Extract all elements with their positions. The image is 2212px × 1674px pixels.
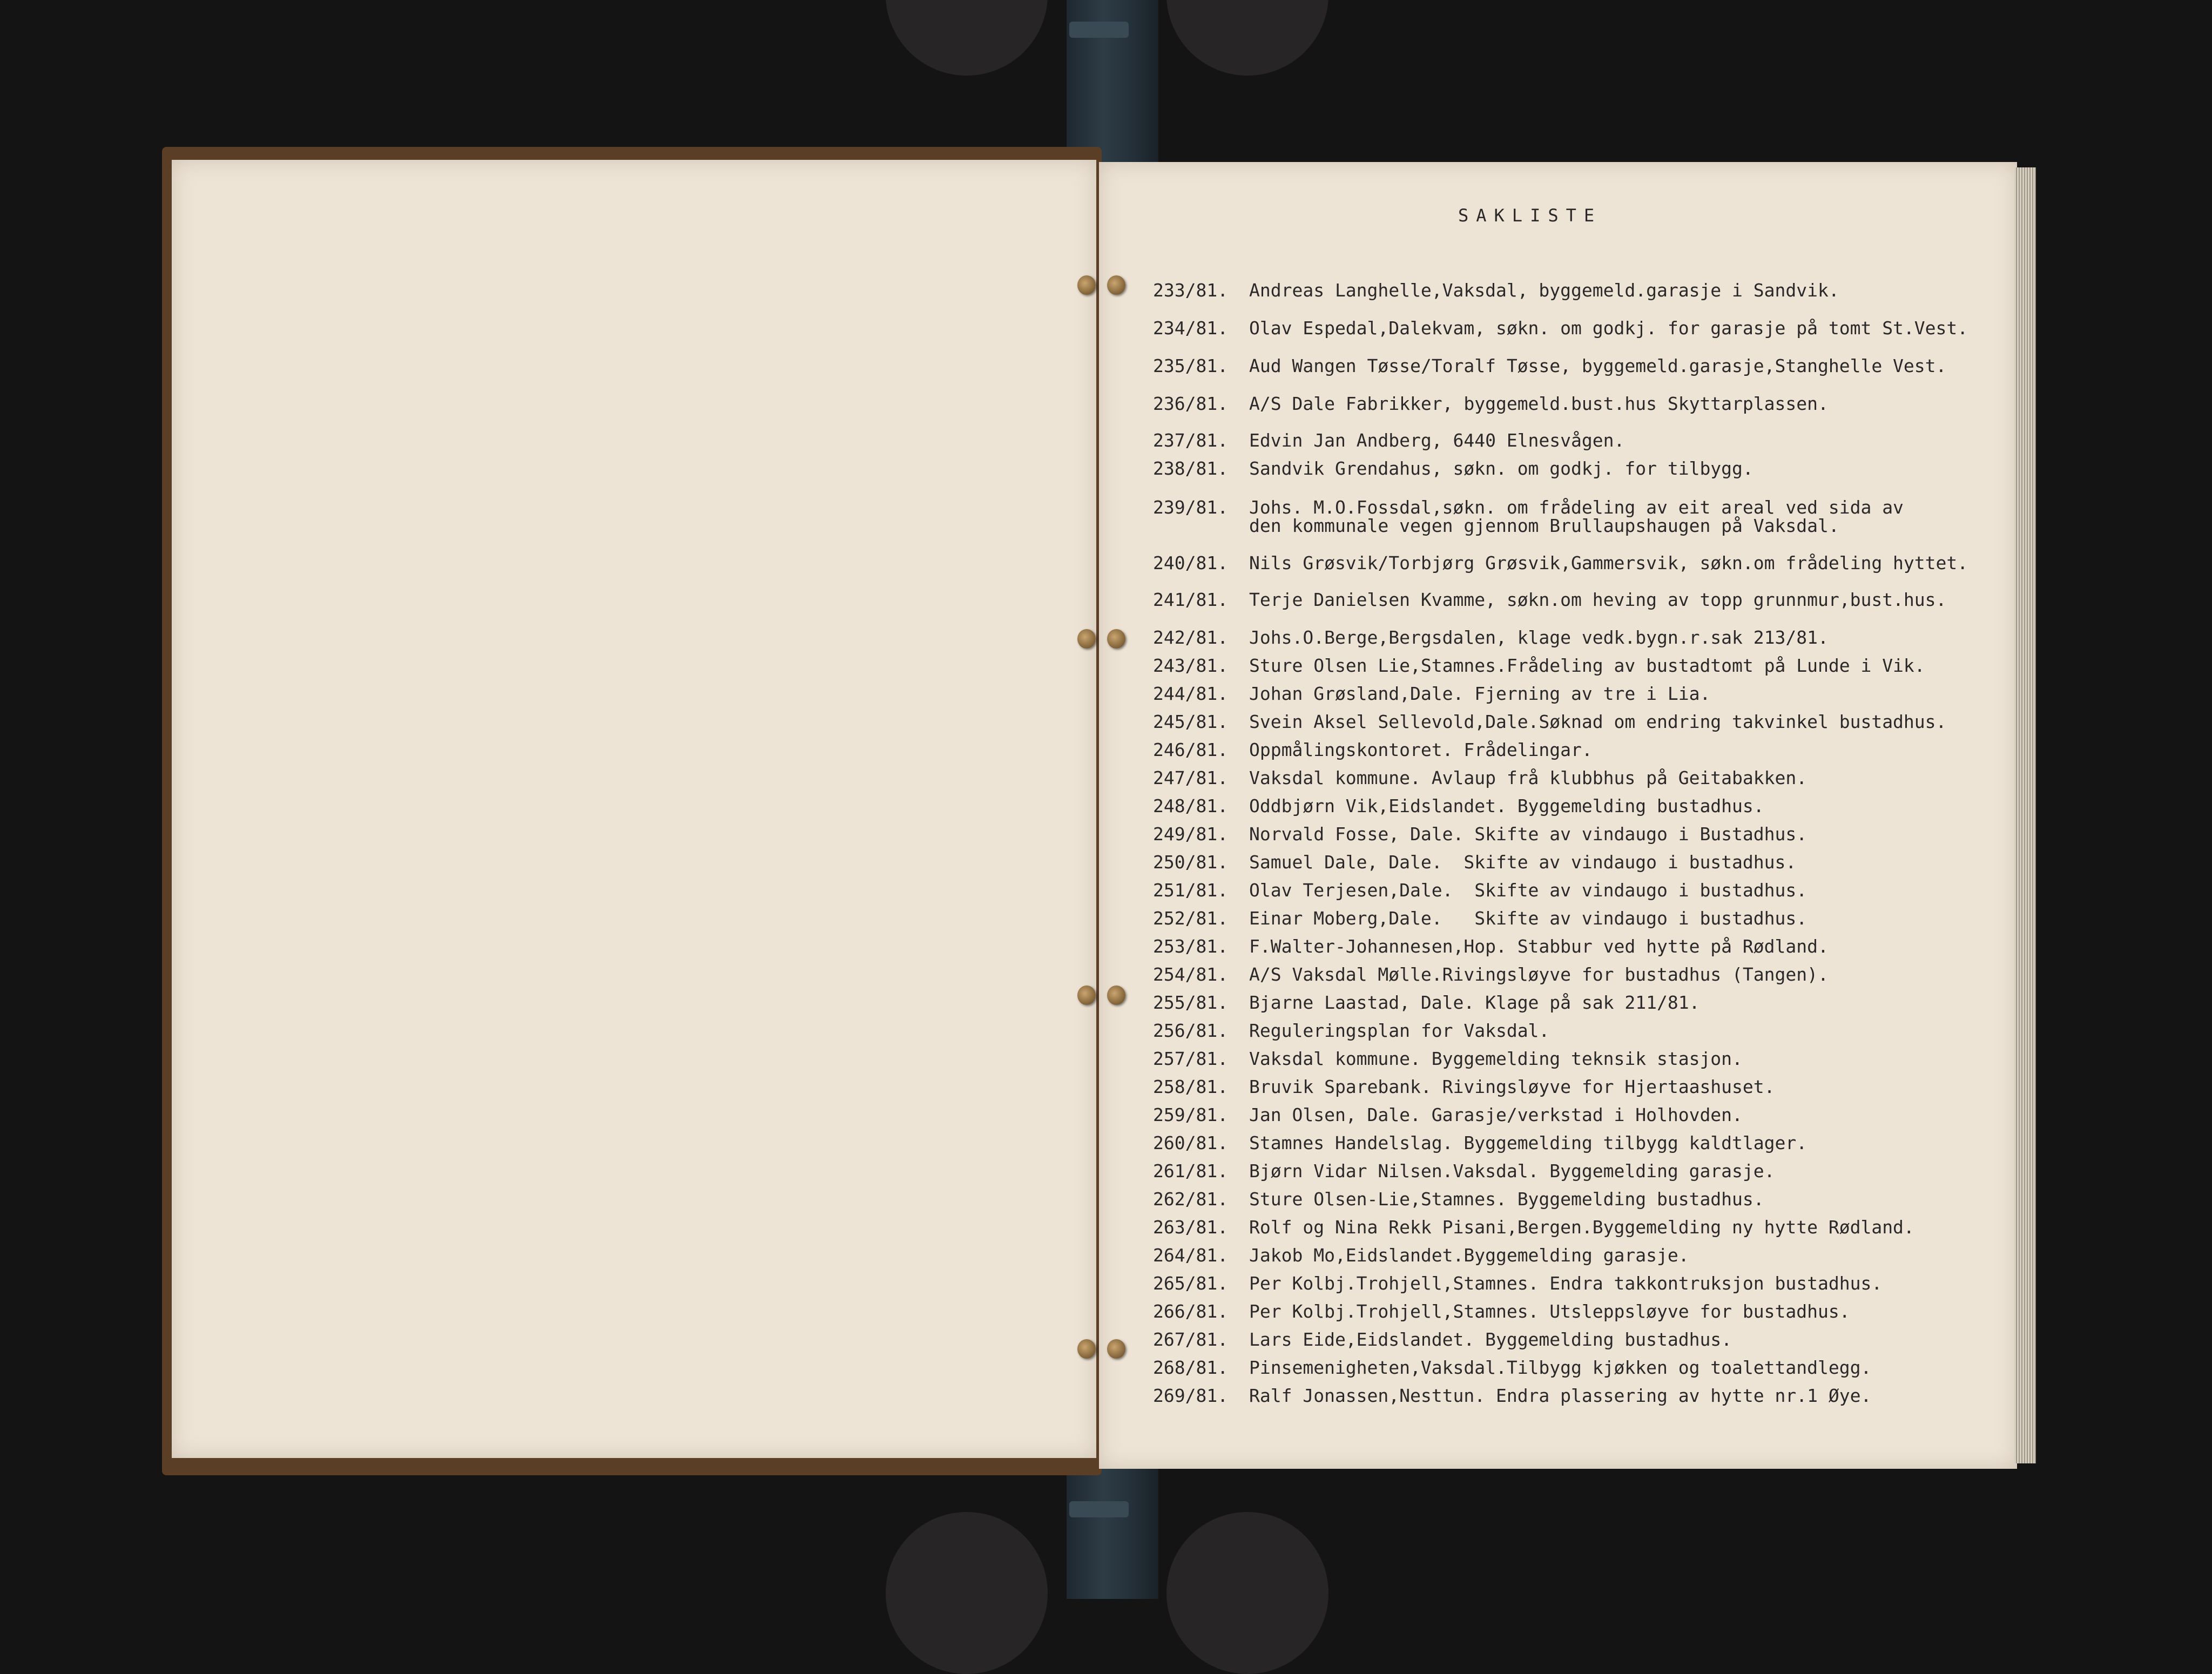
case-text: Terje Danielsen Kvamme, søkn.om heving av topp grunnmur,bust.hus. xyxy=(1249,589,1947,610)
case-text: Sture Olsen Lie,Stamnes.Frådeling av bustadtomt på Lunde i Vik. xyxy=(1249,655,1925,676)
list-item xyxy=(1153,1358,1871,1378)
case-text: Ralf Jonassen,Nesttun. Endra plassering av hytte nr.1 Øye. xyxy=(1249,1385,1872,1406)
list-item xyxy=(1153,1133,1807,1153)
case-text: Lars Eide,Eidslandet. Byggemelding bustadhus. xyxy=(1249,1329,1732,1350)
binding-ring xyxy=(1077,1339,1096,1359)
case-number: 234/81. xyxy=(1153,318,1229,339)
case-text: Vaksdal kommune. Byggemelding teknsik stasjon. xyxy=(1249,1048,1743,1069)
case-text: Olav Espedal,Dalekvam, søkn. om godkj. for garasje på tomt St.Vest. xyxy=(1249,318,1968,339)
binding-ring xyxy=(1107,1339,1125,1359)
case-text: Bjørn Vidar Nilsen.Vaksdal. Byggemelding garasje. xyxy=(1249,1160,1775,1182)
case-text: Per Kolbj.Trohjell,Stamnes. Endra takkontruksjon bustadhus. xyxy=(1249,1273,1883,1294)
case-number: 244/81. xyxy=(1153,683,1229,704)
case-text: Oppmålingskontoret. Frådelingar. xyxy=(1249,739,1593,760)
case-text: Jan Olsen, Dale. Garasje/verkstad i Holhovden. xyxy=(1249,1104,1743,1125)
list-item xyxy=(1153,768,1807,788)
case-number: 240/81. xyxy=(1153,552,1229,573)
case-text: Einar Moberg,Dale. Skifte av vindaugo i bustadhus. xyxy=(1249,908,1808,929)
case-number: 233/81. xyxy=(1153,280,1229,301)
list-item xyxy=(1153,1105,1743,1125)
case-number: 250/81. xyxy=(1153,852,1229,873)
case-number: 262/81. xyxy=(1153,1189,1229,1210)
case-text: Bjarne Laastad, Dale. Klage på sak 211/81. xyxy=(1249,992,1700,1013)
case-text: Samuel Dale, Dale. Skifte av vindaugo i bustadhus. xyxy=(1249,852,1797,873)
case-text: Sture Olsen-Lie,Stamnes. Byggemelding bustadhus. xyxy=(1249,1189,1764,1210)
case-text: Johs. M.O.Fossdal,søkn. om frådeling av eit areal ved sida av xyxy=(1249,497,1904,518)
case-number: 260/81. xyxy=(1153,1132,1229,1153)
case-number: 245/81. xyxy=(1153,711,1229,732)
list-item xyxy=(1153,1302,1850,1321)
case-text: Per Kolbj.Trohjell,Stamnes. Utsleppsløyve for bustadhus. xyxy=(1249,1301,1850,1322)
binding-ring xyxy=(1107,986,1125,1005)
list-item xyxy=(1153,796,1764,816)
case-number: 252/81. xyxy=(1153,908,1229,929)
binder-clip xyxy=(1069,1501,1129,1517)
list-item xyxy=(1153,881,1807,900)
list-item xyxy=(1153,1246,1689,1265)
case-text: A/S Dale Fabrikker, byggemeld.bust.hus Skyttarplassen. xyxy=(1249,393,1829,414)
binding-ring xyxy=(1077,275,1096,295)
case-text: Vaksdal kommune. Avlaup frå klubbhus på Geitabakken. xyxy=(1249,767,1808,788)
binding-ring xyxy=(1077,986,1096,1005)
case-number: 259/81. xyxy=(1153,1104,1229,1125)
list-item xyxy=(1153,319,1968,338)
case-number: 255/81. xyxy=(1153,992,1229,1013)
case-number: 267/81. xyxy=(1153,1329,1229,1350)
case-number: 242/81. xyxy=(1153,627,1229,648)
list-item xyxy=(1153,684,1710,704)
list-item xyxy=(1153,394,1829,414)
case-number: 263/81. xyxy=(1153,1217,1229,1238)
case-number: 258/81. xyxy=(1153,1076,1229,1097)
case-number: 236/81. xyxy=(1153,393,1229,414)
case-number: 261/81. xyxy=(1153,1160,1229,1182)
case-text: Stamnes Handelslag. Byggemelding tilbygg kaldtlager. xyxy=(1249,1132,1808,1153)
case-text: Jakob Mo,Eidslandet.Byggemelding garasje. xyxy=(1249,1245,1689,1266)
case-text: Sandvik Grendahus, søkn. om godkj. for tilbygg. xyxy=(1249,458,1754,479)
case-number: 251/81. xyxy=(1153,880,1229,901)
case-text: F.Walter-Johannesen,Hop. Stabbur ved hytte på Rødland. xyxy=(1249,936,1829,957)
list-item xyxy=(1153,712,1946,732)
background-pad xyxy=(886,0,1048,76)
list-item xyxy=(1153,590,1946,610)
list-item xyxy=(1153,1330,1732,1349)
case-text: Aud Wangen Tøsse/Toralf Tøsse, byggemeld.garasje,Stanghelle Vest. xyxy=(1249,355,1947,376)
list-item xyxy=(1153,1386,1871,1406)
case-text: Johs.O.Berge,Bergsdalen, klage vedk.bygn.r.sak 213/81. xyxy=(1249,627,1829,648)
case-text: Johan Grøsland,Dale. Fjerning av tre i Lia. xyxy=(1249,683,1711,704)
case-number: 241/81. xyxy=(1153,589,1229,610)
case-number: 248/81. xyxy=(1153,795,1229,816)
page-title: SAKLISTE xyxy=(1458,205,1602,226)
list-item xyxy=(1153,356,1946,376)
binder-clip xyxy=(1069,22,1129,38)
page-edges xyxy=(2014,167,2036,1463)
list-item xyxy=(1153,965,1829,984)
list-item xyxy=(1153,740,1593,760)
case-number: 269/81. xyxy=(1153,1385,1229,1406)
case-number: 237/81. xyxy=(1153,430,1229,451)
case-text: Pinsemenigheten,Vaksdal.Tilbygg kjøkken og toalettandlegg. xyxy=(1249,1357,1872,1378)
case-text: Bruvik Sparebank. Rivingsløyve for Hjertaashuset. xyxy=(1249,1076,1775,1097)
list-item xyxy=(1153,1021,1549,1041)
list-item xyxy=(1153,554,1968,573)
left-page xyxy=(172,160,1096,1458)
case-number: 238/81. xyxy=(1153,458,1229,479)
background-pad xyxy=(1166,1512,1328,1674)
case-text: den kommunale vegen gjennom Brullaupshaugen på Vaksdal. xyxy=(1249,515,1839,536)
case-number: 254/81. xyxy=(1153,964,1229,985)
case-text: Norvald Fosse, Dale. Skifte av vindaugo i Bustadhus. xyxy=(1249,824,1808,845)
list-item xyxy=(1153,825,1807,844)
list-item xyxy=(1153,853,1796,872)
background-pad xyxy=(886,1512,1048,1674)
list-item-continuation xyxy=(1153,516,1839,536)
case-number: 266/81. xyxy=(1153,1301,1229,1322)
case-number: 268/81. xyxy=(1153,1357,1229,1378)
case-number: 257/81. xyxy=(1153,1048,1229,1069)
case-number: 256/81. xyxy=(1153,1020,1229,1041)
list-item xyxy=(1153,1162,1775,1181)
list-item xyxy=(1153,1218,1914,1237)
binding-ring xyxy=(1107,275,1125,295)
list-item xyxy=(1153,1049,1743,1069)
list-item xyxy=(1153,1077,1775,1097)
case-text: Olav Terjesen,Dale. Skifte av vindaugo i bustadhus. xyxy=(1249,880,1808,901)
case-number: 253/81. xyxy=(1153,936,1229,957)
case-text: Edvin Jan Andberg, 6440 Elnesvågen. xyxy=(1249,430,1625,451)
binding-ring xyxy=(1077,629,1096,649)
list-item xyxy=(1153,459,1754,478)
case-number: 243/81. xyxy=(1153,655,1229,676)
case-number: 246/81. xyxy=(1153,739,1229,760)
case-text: Nils Grøsvik/Torbjørg Grøsvik,Gammersvik, søkn.om frådeling hyttet. xyxy=(1249,552,1968,573)
binding-ring xyxy=(1107,629,1125,649)
case-text: Reguleringsplan for Vaksdal. xyxy=(1249,1020,1550,1041)
list-item xyxy=(1153,937,1829,956)
case-number: 249/81. xyxy=(1153,824,1229,845)
list-item xyxy=(1153,993,1700,1013)
case-number: 239/81. xyxy=(1153,497,1229,518)
case-number: 265/81. xyxy=(1153,1273,1229,1294)
case-number: 235/81. xyxy=(1153,355,1229,376)
case-text: Rolf og Nina Rekk Pisani,Bergen.Byggemelding ny hytte Rødland. xyxy=(1249,1217,1914,1238)
list-item xyxy=(1153,909,1807,928)
list-item xyxy=(1153,1274,1882,1293)
case-text: Andreas Langhelle,Vaksdal, byggemeld.garasje i Sandvik. xyxy=(1249,280,1839,301)
list-item xyxy=(1153,656,1925,676)
case-text: Oddbjørn Vik,Eidslandet. Byggemelding bustadhus. xyxy=(1249,795,1764,816)
list-item xyxy=(1153,431,1624,450)
case-number: 264/81. xyxy=(1153,1245,1229,1266)
case-text: Svein Aksel Sellevold,Dale.Søknad om endring takvinkel bustadhus. xyxy=(1249,711,1947,732)
background-pad xyxy=(1166,0,1328,76)
case-text: A/S Vaksdal Mølle.Rivingsløyve for bustadhus (Tangen). xyxy=(1249,964,1829,985)
list-item xyxy=(1153,281,1839,300)
list-item xyxy=(1153,628,1829,647)
case-number: 247/81. xyxy=(1153,767,1229,788)
list-item xyxy=(1153,1190,1764,1209)
list-item xyxy=(1153,498,1904,517)
